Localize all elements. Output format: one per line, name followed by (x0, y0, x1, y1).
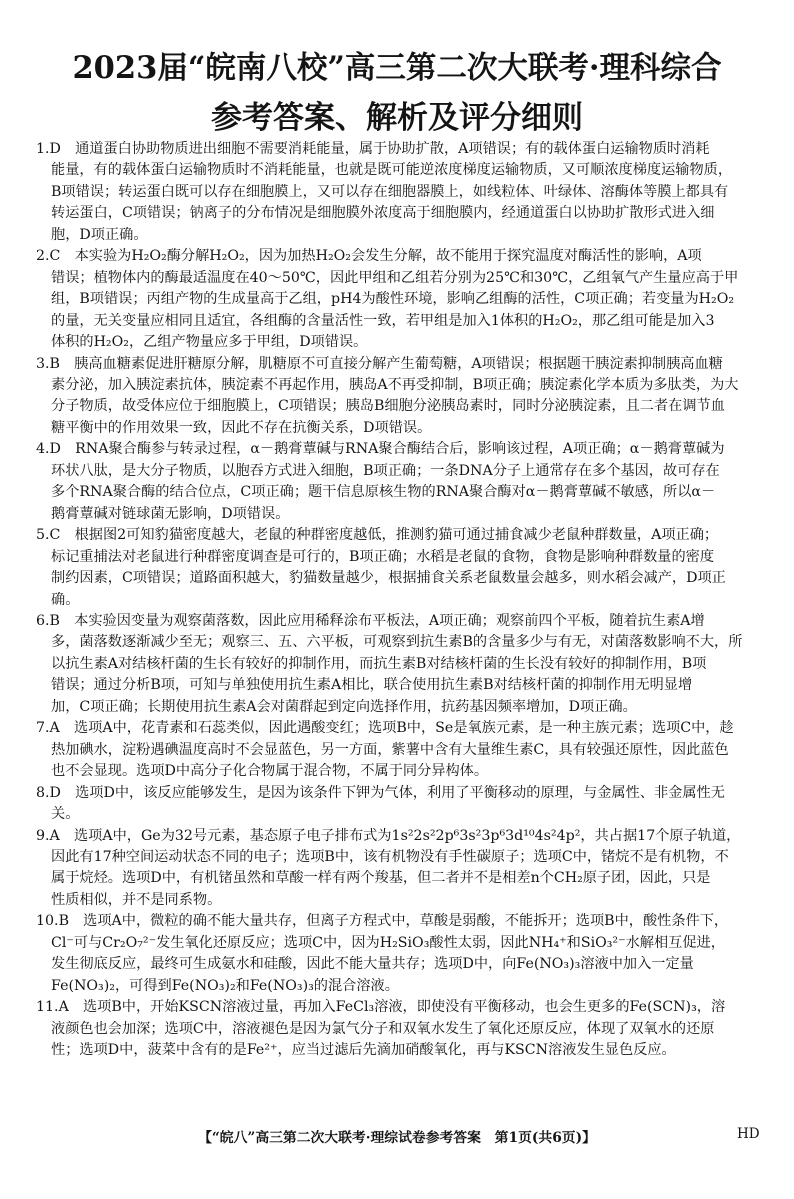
answer-line: 分子物质，故受体应位于细胞膜上，C项错误；胰岛B细胞分泌胰岛素时，同时分泌胰淀素，且二者在调节血 (51, 398, 725, 415)
answer-line: Fe(NO₃)₂，可得到Fe(NO₃)₂和Fe(NO₃)₃的混合溶液。 (51, 977, 399, 994)
answer-line: 11.A 选项B中，开始KSCN溶液过量，再加入FeCl₃溶液，即使没有平衡移动，也会生更多的Fe(SCN)₃，溶 (36, 999, 726, 1016)
answer-line: 1.D 通道蛋白协助物质进出细胞不需要消耗能量，属于协助扩散，A项错误；有的载体蛋白运输物质时消耗 (36, 141, 710, 157)
answer-line: 糖平衡中的作用效果一致，因此不存在抗衡关系，D项错误。 (51, 419, 432, 436)
answer-line: 属于烷烃。选项D中，有机锗虽然和草酸一样有两个羧基，但二者并不是相差n个CH₂原子团，因此，只是 (51, 870, 711, 887)
answer-line: 胞，D项正确。 (51, 226, 148, 243)
answer-line: 多，菌落数逐渐减少至无；观察三、五、六平板，可观察到抗生素B的含量多少与有无，对菌落数影响不大，所 (51, 634, 743, 651)
answer-line: 环状八肽，是大分子物质，以胞吞方式进入细胞，B项正确；一条DNA分子上通常存在多个基因，故可存在 (51, 462, 720, 479)
answer-line: 确。 (51, 591, 80, 608)
answer-line: 多个RNA聚合酶的结合位点，C项正确；题干信息原核生物的RNA聚合酶对α－鹅膏蕈碱不敏感，所以α－ (51, 484, 716, 501)
answers-list (36, 139, 762, 1061)
answer-item (36, 997, 762, 1061)
answer-item (36, 525, 762, 611)
answer-line: 液颜色也会加深；选项C中，溶液褪色是因为氯气分子和双氧水发生了氧化还原反应，体现了双氧水的还原 (51, 1020, 715, 1037)
answer-line: 9.A 选项A中，Ge为32号元素，基态原子电子排布式为1s²2s²2p⁶3s²3p⁶3d¹⁰4s²4p²，共占据17个原子轨道， (36, 827, 741, 844)
answer-line: 的量，无关变量应相同且适宜，各组酶的含量活性一致，若甲组是加入1体积的H₂O₂，那乙组可能是加入3 (51, 312, 715, 329)
page-footer: 【“皖八”高三第二次大联考·理综试卷参考答案 第1页(共6页)】 (198, 1130, 596, 1146)
answer-line: 性质相似，并不是同系物。 (51, 891, 222, 908)
answer-line: 转运蛋白，C项错误；钠离子的分布情况是细胞膜外浓度高于细胞膜内，经通道蛋白以协助扩散形式进入细 (51, 205, 715, 222)
answer-line: 错误；通过分析B项，可知与单独使用抗生素A相比，联合使用抗生素B对结核杆菌的抑制作用无明显增 (51, 677, 693, 694)
answer-line: 能量，有的载体蛋白运输物质时不消耗能量，也就是既可能逆浓度梯度运输物质，又可顺浓度梯度运输物质， (51, 162, 733, 179)
footer-code: HD (737, 1126, 760, 1142)
answer-line: 4.D RNA聚合酶参与转录过程，α－鹅膏蕈碱与RNA聚合酶结合后，影响该过程，A项正确；α－鹅膏蕈碱为 (36, 441, 725, 458)
answer-line: 标记重捕法对老鼠进行种群密度调查是可行的，B项正确；水稻是老鼠的食物，食物是影响种群数量的密度 (51, 548, 715, 565)
answer-line: 制约因素，C项错误；道路面积越大，豹猫数量越少，根据捕食关系老鼠数量会越多，则水稻会减产，D项正 (51, 570, 726, 587)
answer-line: 加，C项正确；长期使用抗生素A会对菌群起到定向选择作用，抗药基因频率增加，D项正确。 (51, 698, 637, 715)
answer-line: 7.A 选项A中，花青素和石蕊类似，因此遇酸变红；选项B中，Se是氧族元素，是一种主族元素；选项C中，趁 (36, 720, 734, 737)
answer-item (36, 246, 762, 353)
answer-item (36, 783, 762, 826)
answer-line: 关。 (51, 806, 80, 823)
answer-line: 体积的H₂O₂，乙组产物量应多于甲组，D项错误。 (51, 334, 368, 351)
answer-line: 性；选项D中，菠菜中含有的是Fe²⁺，应当过滤后先滴加硝酸氧化，再与KSCN溶液发生显色反应。 (51, 1042, 676, 1059)
answer-item (36, 611, 762, 718)
answer-line: 2.C 本实验为H₂O₂酶分解H₂O₂，因为加热H₂O₂会发生分解，故不能用于探究温度对酶活性的影响，A项 (36, 248, 702, 265)
page-title: 2023届“皖南八校”高三第二次大联考·理科综合 (72, 50, 722, 86)
answer-line: 8.D 选项D中，该反应能够发生，是因为该条件下钾为气体，利用了平衡移动的原理，与金属性、非金属性无 (36, 784, 725, 801)
answer-line: 组，B项错误；丙组产物的生成量高于乙组，pH4为酸性环境，影响乙组酶的活性，C项正确；若变量为H₂O₂ (51, 291, 735, 308)
answer-line: 发生彻底反应，最终可生成氨水和硅酸，因此不能大量共存；选项D中，向Fe(NO₃)₃溶液中加入一定量 (51, 956, 694, 973)
answer-line: 也不会显现。选项D中高分子化合物属于混合物，不属于同分异构体。 (51, 763, 489, 780)
answer-line: 热加碘水，淀粉遇碘温度高时不会显蓝色，另一方面，紫薯中含有大量维生素C，具有较强还原性，因此蓝色 (51, 741, 729, 758)
answer-item (36, 911, 762, 997)
page-subtitle: 参考答案、解析及评分细则 (211, 100, 583, 136)
answer-item (36, 826, 762, 912)
answer-line: 鹅膏蕈碱对链球菌无影响，D项错误。 (51, 505, 290, 522)
answer-line: 6.B 本实验因变量为观察菌落数，因此应用稀释涂布平板法，A项正确；观察前四个平板，随着抗生素A增 (36, 612, 705, 629)
answer-line: 以抗生素A对结核杆菌的生长有较好的抑制作用，而抗生素B对结核杆菌的生长没有较好的抑制作用，B项 (51, 655, 707, 672)
answer-item (36, 354, 762, 440)
answer-line: 10.B 选项A中，微粒的确不能大量共存，但离子方程式中，草酸是弱酸，不能拆开；选项B中，酸性条件下， (36, 913, 729, 930)
answer-item (36, 718, 762, 782)
answer-line: 3.B 胰高血糖素促进肝糖原分解，肌糖原不可直接分解产生葡萄糖，A项错误；根据题干胰淀素抑制胰高血糖 (36, 355, 723, 372)
answer-line: B项错误；转运蛋白既可以存在细胞膜上，又可以存在细胞器膜上，如线粒体、叶绿体、溶酶体等膜上都具有 (51, 183, 729, 200)
answer-line: 错误；植物体内的酶最适温度在40～50℃，因此甲组和乙组若分别为25℃和30℃，乙组氧气产生量应高于甲 (51, 269, 739, 286)
answer-line: 素分泌，加入胰淀素抗体，胰淀素不再起作用，胰岛A不再受抑制，B项正确；胰淀素化学本质为多肽类，为大 (51, 376, 739, 393)
answer-item (36, 139, 762, 246)
answer-line: 因此有17种空间运动状态不同的电子；选项B中，该有机物没有手性碳原子；选项C中，锗烷不是有机物，不 (51, 848, 729, 865)
answer-item (36, 439, 762, 525)
answer-line: 5.C 根据图2可知豹猫密度越大，老鼠的种群密度越低，推测豹猫可通过捕食减少老鼠种群数量，A项正确； (36, 527, 719, 544)
answer-line: Cl⁻可与Cr₂O₇²⁻发生氧化还原反应；选项C中，因为H₂SiO₃酸性太弱，因此NH₄⁺和SiO₃²⁻水解相互促进， (51, 934, 725, 951)
